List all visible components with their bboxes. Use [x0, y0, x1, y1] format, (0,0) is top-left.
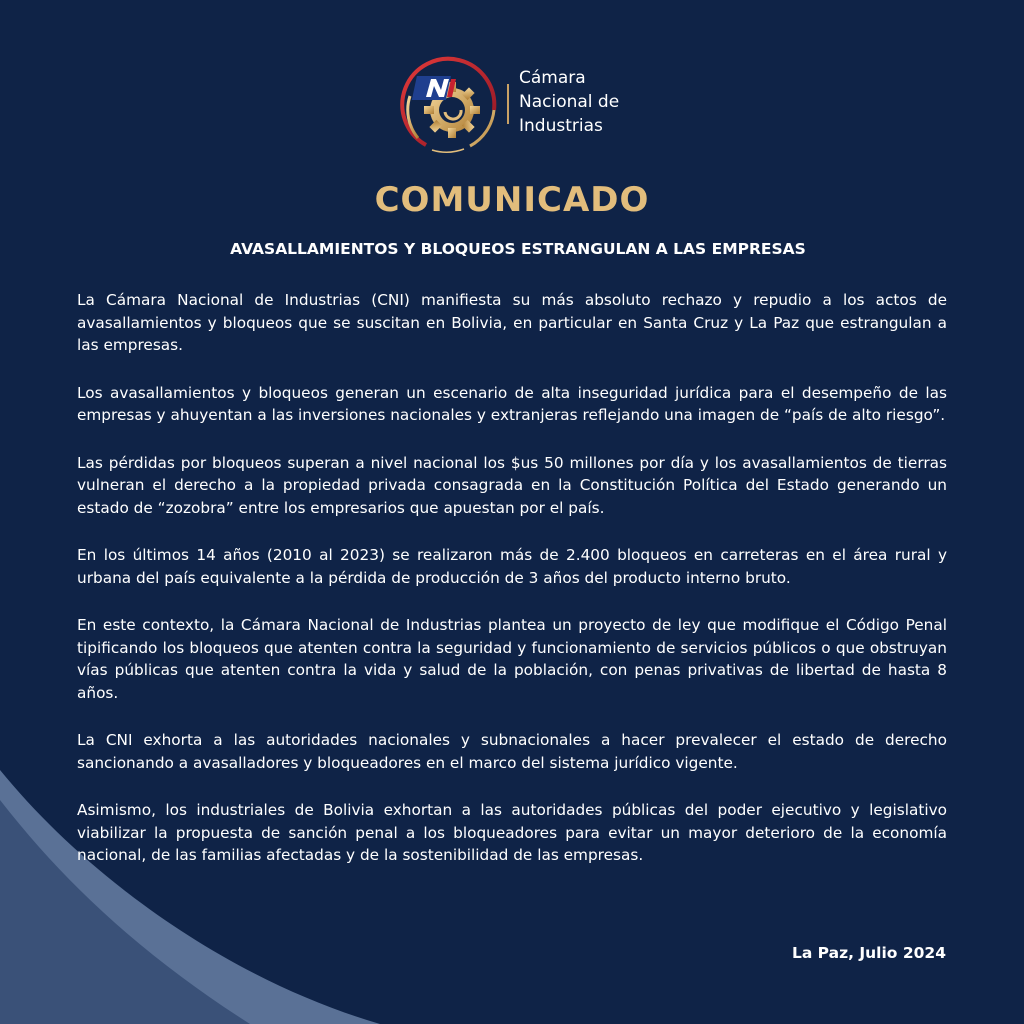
- organization-name-line-1: Cámara: [519, 68, 586, 88]
- organization-name-line-2: Nacional de: [519, 92, 620, 112]
- header: [0, 52, 1024, 162]
- paragraph-5: En este contexto, la Cámara Nacional de Industrias plantea un proyecto de ley que modifique el Código Penal tipificando los bloqueos que atenten contra la seguridad y funcionamiento de servicios públicos o que obstruyan vías públicas que atenten contra la vida y salud de la población, con penas privativas de libertad de hasta 8 años.: [77, 616, 947, 702]
- paragraph-6: La CNI exhorta a las autoridades nacionales y subnacionales a hacer prevalecer el estado de derecho sancionando a avasalladores y bloqueadores en el marco del sistema jurídico vigente.: [77, 731, 947, 772]
- paragraph-2: Los avasallamientos y bloqueos generan un escenario de alta inseguridad jurídica para el desempeño de las empresas y ahuyentan a las inversiones nacionales y extranjeras reflejando una imagen de “país de alto riesgo”.: [77, 383, 947, 424]
- document-title: COMUNICADO: [374, 180, 650, 220]
- paragraph-3: Las pérdidas por bloqueos superan a nivel nacional los $us 50 millones por día y los avasallamientos de tierras vulneran el derecho a la propiedad privada consagrada en la Constitución Política del Estado generando un estado de “zozobra” entre los empresarios que apuestan por el país.: [77, 453, 947, 517]
- cni-logo-emblem: [396, 52, 500, 156]
- logo-divider: [507, 84, 509, 124]
- paragraph-1: La Cámara Nacional de Industrias (CNI) manifiesta su más absoluto rechazo y repudio a los actos de avasallamientos y bloqueos que se suscitan en Bolivia, en particular en Santa Cruz y La Paz que estrangulan a las empresas.: [77, 291, 947, 354]
- organization-name: [519, 66, 719, 138]
- paragraph-4: En los últimos 14 años (2010 al 2023) se realizaron más de 2.400 bloqueos en carreteras en el área rural y urbana del país equivalente a la pérdida de producción de 3 años del producto interno bruto.: [77, 546, 947, 587]
- organization-name-line-3: Industrias: [519, 116, 603, 136]
- paragraph-7: Asimismo, los industriales de Bolivia exhortan a las autoridades públicas del poder ejecutivo y legislativo viabilizar la propuesta de sanción penal a los bloqueadores para evitar un mayor deterioro de la economía nacional, de las familias afectadas y de la sostenibilidad de las empresas.: [77, 801, 947, 864]
- document-subtitle: AVASALLAMIENTOS Y BLOQUEOS ESTRANGULAN A LAS EMPRESAS: [230, 240, 806, 258]
- place-and-date: La Paz, Julio 2024: [791, 944, 946, 962]
- statement-body: [77, 289, 947, 892]
